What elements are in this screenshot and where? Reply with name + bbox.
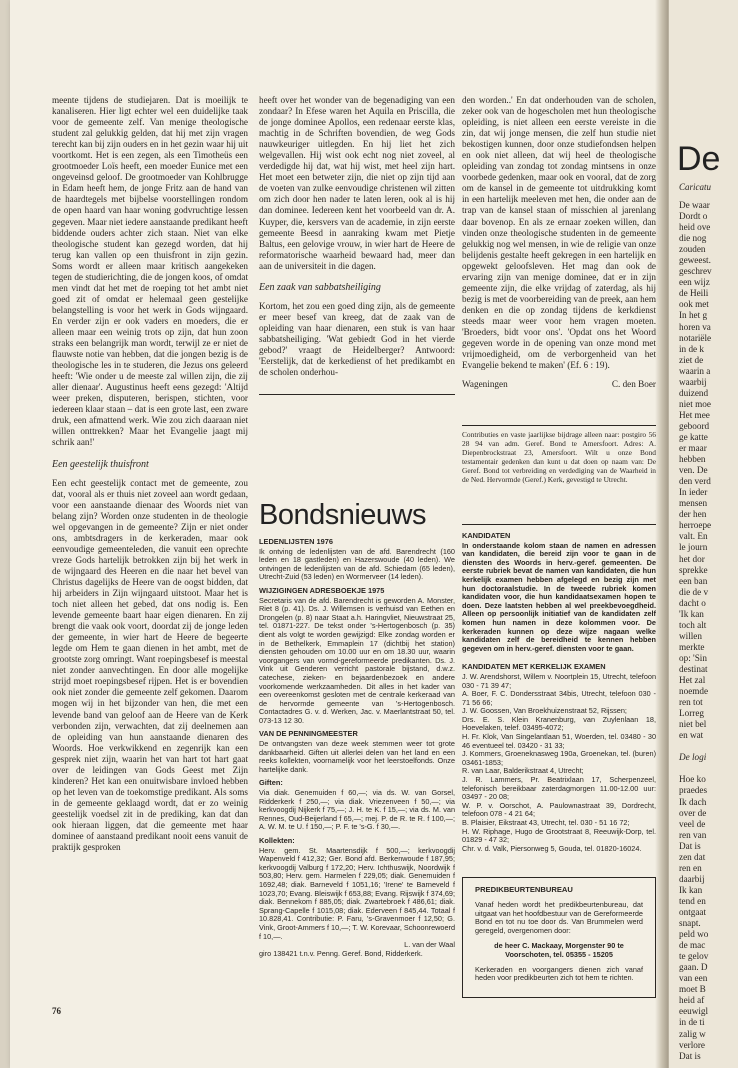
next-page-line: In ieder: [679, 487, 708, 498]
next-page-line: notariële: [679, 332, 712, 343]
next-page-line: er maar: [679, 443, 707, 454]
next-page-line: en wat: [679, 730, 704, 741]
page-gutter: [655, 0, 669, 1068]
column-2: [259, 95, 455, 385]
next-page-line: ook met: [679, 299, 709, 310]
next-page-line: zalig w: [679, 1028, 706, 1039]
section-text: Secretaris van de afd. Barendrecht is geworden A. Monster, Riet 8 (p. 41). Ds. J. Willemsen is verhuisd van Eethen en Drongelen (p. 8) naar Staat a.h. Haringvliet, Nieuwstraat 25, tel. 01871-227. De tekst onder 's-Hertogenbosch (p. 35) dient als volgt te worden gewijzigd: Elke zondag worden er in de Bethelkerk, Emmaplein 17 (dichtbij het station) diensten gehouden om 10.00 uur en om 18.30 uur, waarin voorgangers van vormd-gereformeerde predikanten. Ds. J. Vink uit Genderen verricht pastorale bijstand, d.w.z. catechese, zieken- en bejaardenbezoek en andere voorkomende werkzaamheden. Dit alles in het kader van een overeenkomst gesloten met de centrale kerkeraad van de hervormde gemeente van 's-Hertogenbosch. Contactadres G. v. d. Werken, Jac. v. Maerlantstraat 50, tel. 073-13 12 30.: [259, 595, 455, 725]
section-heading: VAN DE PENNINGMEESTER: [259, 729, 358, 739]
next-page-line: willen: [679, 630, 702, 641]
bondsnieuws-title: Bondsnieuws: [259, 499, 426, 531]
next-page-line: snapt.: [679, 918, 701, 929]
next-page-line: waarin a: [679, 365, 711, 376]
column-3: [462, 95, 656, 420]
list-item: B. Plaisier, Eikstraat 43, Utrecht, tel. 030 - 51 16 72;: [462, 818, 630, 827]
next-page-line: den verd: [679, 476, 711, 487]
section-text: Herv. gem. St. Maartensdijk f 500,—; kerkvoogdij Wapenveld f 412,32; Ger. Bond afd. Berkenwoude f 187,95; kerkvoogdij Valburg f 172,20; Herv. Ichthuswijk, Noordwijk f 503,80; Herv. gem. Harmelen f 229,05; diak. Genemuiden f 1692,48; diak. Barneveld f 1051,16; 'Irene' te Barneveld f 1023,70; Evang. Bleiswijk f 653,88; Evang. Rijswijk f 374,69; diak. Bennekom f 885,05; diak. Zwartebroek f 486,61; diak. Sprang-Capelle f 1015,08; diak. Ederveen f 845,44. Totaal f 10.828,41. Contributie: P. Faru, 's-Gravenmoer f 12,50; G. Vink, Groot-Ammers f 10,—; T. W. Korevaar, Schoonrewoerd f 10,—.: [259, 845, 455, 941]
section-heading: LEDENLIJSTEN 1976: [259, 537, 333, 546]
next-page-line: ziet de: [679, 354, 704, 365]
next-page-line: Het zal: [679, 675, 706, 686]
signature: L. van der Waal: [404, 940, 455, 950]
next-page-line: toch alt: [679, 619, 707, 630]
next-page-line: herroepe: [679, 520, 712, 531]
column3-rule-bottom: [462, 524, 656, 525]
next-page-line: 'Ik kan: [679, 608, 704, 619]
list-item: H. W. Riphage, Hugo de Grootstraat 8, Reeuwijk-Dorp, tel. 01829 - 47 32;: [462, 826, 656, 845]
next-page-line: zen dat: [679, 851, 706, 862]
next-page-line: horen va: [679, 321, 711, 332]
next-page-line: dacht o: [679, 597, 706, 608]
column3-paragraph1: den worden..' En dat onderhouden van de scholen, zeker ook van de hogescholen met hun theologische opleiding, is niet alleen een eerste vereiste in die zin, dat wij jonge mensen, die zelf hun studie niet bekostigen kunnen, door onze studiefondsen helpen en ook niet alleen, dat wij heel de theologische opleiding van zondag tot zondag mintsens in onze voorbede gedenken, maar ook en vooral, dat de zorg om de kansel in de gemeente tot uitdrukking komt in een hartelijk meeleven met hen, die onder aan de trap van de kansel staan of misschien al jarenlang daar bovenop. En als ze ernaar zoeken willen, dan vinden onze theologische studenten in de gemeente gelukkig nog wel mensen, in wie de religie van onze belijdenis gestalte heeft gekregen in een hartelijk en opgewekt geloofsleven. Het mag dan ook de ervaring zijn van menige dominee, dat er in zijn gemeente zijn, die elke vrijdag of zaterdag, als hij bezig is met de voorbereiding van de preek, aan hem denken en die op zondag tijdens de kerkdienst steeds maar weer voor hem vragen moeten. 'Broeders, bidt voor ons'. 'Opdat ons het Woord gegeven worde in de opening van onze mond met vrijmoedigheid, om de verborgenheid van het Evangelie bekend te maken' (Ef. 6 : 19).: [462, 95, 656, 371]
column2-paragraph2: Kortom, het zou een goed ding zijn, als de gemeente er meer besef van kreeg, dat de zaak van de opleiding van haar dienaren, een stuk is van haar sabbatsheiliging. 'Wat gebiedt God in het vierde gebod?' vraagt de Heidelberger? Antwoord: 'Eerstelijk, dat de kerkedienst of het predikambt en de scholen onderhou-: [259, 300, 455, 378]
next-page-line: op: 'Sin: [679, 652, 707, 663]
next-page-line: van een: [679, 973, 708, 984]
column3-place: Wageningen: [462, 379, 508, 390]
column3-rule-top: [462, 425, 656, 426]
predikbeurtenbureau-heading: PREDIKBEURTENBUREAU: [475, 885, 573, 894]
signature-line: giro 138421 t.n.v. Penng. Geref. Bond, Ridderkerk.: [259, 948, 423, 958]
next-page-line: Het mee: [679, 409, 710, 420]
kandidaten-section: [462, 532, 656, 853]
contribution-notice: Contributies en vaste jaarlijkse bijdrage alleen naar: postgiro 56 28 94 van adm. Geref. Bond te Amersfoort. Adres: A. Diepenbrockstraat 23, Amersfoort. Wilt u onze Bond testamentair gedenken dan kunt u dat doen op naam van: De Geref. Bond tot verbreiding en verdediging van de Waarheid in de Ned. Hervormde (Geref.) Kerk, gevestigd te Utrecht.: [462, 430, 656, 484]
section-text: Ik ontving de ledenlijsten van de afd. Barendrecht (160 leden en 18 gastleden) en Hazerswoude (40 leden). We ontvingen de ledenlijsten van de afd. Schiedam (65 leden), Utrecht-Zuid (53 leden) en Wormerveer (14 leden).: [259, 546, 455, 582]
next-page-line: de mac: [679, 940, 706, 951]
next-page-line: Hoe ko: [679, 774, 706, 785]
next-page-line: niet bel: [679, 719, 707, 730]
bondsnieuws-body: [259, 533, 455, 1033]
next-page-line: noemde: [679, 686, 709, 697]
next-page-line: duizend: [679, 387, 709, 398]
next-page-line: zouden: [679, 244, 706, 255]
list-item: Drs. E. S. Klein Kranenburg, van Zuylenlaan 18, Hoevelaken, telef. 03495-4072;: [462, 714, 656, 733]
predikbeurtenbureau-box: [462, 877, 656, 998]
next-page-line: peld wo: [679, 929, 709, 940]
next-page-line: tend en: [679, 895, 706, 906]
list-item: J. Kommers, Groeneknasweg 190a, Groenekan, tel. (buren) 03461-1853;: [462, 749, 656, 767]
next-page-line: de Heili: [679, 288, 709, 299]
list-item: J. W. Arendshorst, Willem v. Noortplein 15, Utrecht, telefoon 030 - 71 39 47;: [462, 671, 656, 690]
section-text: De ontvangsten van deze week stemmen weer tot grote dankbaarheid. Giften uit allerlei delen van het land en een reeks kollekten, voornamelijk voor het leerstoelfonds. Onze hartelijke dank.: [259, 739, 455, 774]
next-page-line: sprekke: [679, 564, 708, 575]
next-page-line: Dat is: [679, 840, 701, 851]
column1-heading: Een geestelijk thuisfront: [52, 458, 149, 470]
next-page-line: [679, 763, 738, 774]
next-page-line: merkte: [679, 641, 705, 652]
next-page-line: geboord: [679, 420, 710, 431]
list-item: W. P. v. Oorschot, A. Paulownastraat 39, Dordrecht, telefoon 078 - 4 21 64;: [462, 800, 656, 819]
next-page-line: mensen: [679, 498, 708, 509]
next-page-line: niet moe: [679, 398, 711, 409]
next-page-line: ren en: [679, 862, 702, 873]
next-page-line: te gelov: [679, 951, 709, 962]
next-page-line: ge katte: [679, 431, 708, 442]
next-page-line: ven. De: [679, 465, 708, 476]
next-page-line: Ik dach: [679, 796, 707, 807]
next-page-line: ren van: [679, 829, 707, 840]
next-page-line: in de k: [679, 343, 705, 354]
next-page-line: over de: [679, 807, 707, 818]
next-page-line: destinat: [679, 663, 708, 674]
section-heading: Giften:: [259, 778, 283, 788]
column1-paragraph2: Een echt geestelijk contact met de gemeente, zou dat, vooral als er thuis niet zoveel aan wordt gedaan, voor een aanstaande dienaar des Woords niet van belang zijn? Worden onze studenten in de theologie wel opgevangen in de gemeente? Zijn er niet onder ons, ambtsdragers in de kerkeraden, maar ook eenvoudige gemeenteleden, die vanuit een oprechte vreze Gods hartelijk betrokken zijn bij het werk in de wijngaard des Heeren en die naar het bevel van Christus dagelijks de Heere van de oogst bidden, dat hij arbeiders in Zijn wijngaard uitstoot. Maar het is toch niet alleen het gebed, dat ons nodig is. Een levende gemeente baart haar eigen dienaren. En zij brengt die vaak ook voort, doordat zij de jonge leden der gemeente, in wier hart de Heere de begeerte legde om Hem te gaan dienen in het ambt, met de grootste zorg omringt. Want roepingsbesef is meestal niet zonder aanvechtingen. En door alle mogelijke strijd moet roepingsbesef rijpen. Het is er bovendien ook niet zonder die gemeente zelf gekomen. Daarom mogen wij in het bijzonder van hen, die met een levende band van geloof aan de Heere van de Kerk verbonden zijn, verwachten, dat zij deelnemen aan de opleiding van hun aanstaande dienaren des Woords. Hoe verkwikkend en zegenrijk kan een gesprek niet zijn, waarin het van hart tot hart gaat over de leidingen van Gods Geest met Zijn kinderen? Het kan een onuitwisbare invloed hebben op het leven van de toekomstige predikant. Als soms in de gemeente geklaagd wordt, dat er zo weinig geestelijk voedsel zit in de prediking, kan dat dan ook hieraan liggen, dat die gemeente met haar dominee of aanstaand predikant nooit eens vanuit de praktijk gesproken: [52, 477, 248, 853]
column2-heading: Een zaak van sabbatsheiliging: [259, 281, 381, 293]
next-page-line: praedes: [679, 785, 708, 796]
next-page-line: heid ove: [679, 222, 711, 233]
list-item: J. W. Goossen, Van Broekhuizenstraat 52, Rijssen;: [462, 706, 627, 716]
next-page-line: le journ: [679, 542, 708, 553]
next-page-line: een ban: [679, 575, 708, 586]
kandidaten-list: [462, 673, 656, 853]
next-page-line: Ik kan: [679, 884, 703, 895]
next-page-line: die de v: [679, 586, 709, 597]
next-page-line: De waar: [679, 200, 710, 210]
next-page-line: Dordt o: [679, 211, 708, 222]
list-item: A. Boer, F. C. Dondersstraat 34bis, Utrecht, telefoon 030 - 71 56 66;: [462, 689, 656, 707]
list-item: Chr. v. d. Valk, Piersonweg 5, Gouda, tel. 01820-16024.: [462, 843, 642, 853]
predikbeurtenbureau-text2: Kerkeraden en voorgangers dienen zich vanaf heden voor predikbeurten zich tot hem te richten.: [475, 964, 643, 983]
section-heading: WIJZIGINGEN ADRESBOEKJE 1975: [259, 585, 385, 595]
predikbeurtenbureau-address: de heer C. Mackaay, Morgenster 90 te Voorschoten, tel. 05355 - 15205: [494, 940, 624, 959]
next-page-line: gaan. D: [679, 962, 708, 973]
next-page-title: De: [677, 140, 721, 178]
next-page: [668, 0, 738, 1068]
kandidaten-subheading: KANDIDATEN MET KERKELIJK EXAMEN: [462, 662, 606, 672]
list-item: R. van Laar, Balderikstraat 4, Utrecht;: [462, 766, 584, 776]
next-page-line: valt. En: [679, 531, 708, 542]
next-page-line: Lorreg: [679, 708, 704, 719]
next-page-line: waarbij: [679, 376, 707, 387]
column3-author: C. den Boer: [611, 379, 656, 390]
column3-byline: [462, 379, 656, 390]
next-page-line: geweest.: [679, 255, 711, 266]
next-page-line: ontgaat: [679, 907, 707, 917]
column2-rule: [259, 394, 455, 395]
next-page-line: daarbij: [679, 873, 705, 884]
next-page-line: In het g: [679, 310, 708, 321]
next-page-line: een wijz: [679, 277, 710, 288]
next-page-line: ren tot: [679, 697, 703, 708]
next-page-line: veel de: [679, 818, 706, 829]
next-page-line: De logi: [679, 752, 707, 763]
next-page-line: verlore: [679, 1039, 706, 1050]
column-1: [52, 95, 248, 1005]
next-page-line: die nog: [679, 233, 707, 244]
section-text: Via diak. Genemuiden f 60,—; via ds. W. van Gorsel, Ridderkerk f 250,—; via diak. Vriezenveen f 50,—; via kerkvoogdij Nijkerk f 75,—; J. H. te K. f 15,—; via ds. M. van Rennes, Oud-Beijerland f 65,—; mej. P. de R. te R. f 100,—; A. W. M. te U. f 150,—; P. F. te 's-G. f 30,—.: [259, 788, 455, 832]
next-page-subtitle: Caricatu: [679, 182, 712, 192]
predikbeurtenbureau-text1: Vanaf heden wordt het predikbeurtenbureau, dat uitgaat van het hoofdbestuur van de Gereformeerde Bond en tot nu toe door ds. Van Brummelen werd geregeld, overgenomen door:: [475, 899, 643, 936]
next-page-line: hebben: [679, 454, 706, 465]
column2-paragraph1: heeft over het wonder van de begenadiging van een zondaar? In Efese waren het Aquila en Priscilla, die de jonge dominee Apollos, een redenaar eerste klas, machtig in de Schriften bovendien, de weg Gods nauwkeuriger uitlegden. En hij liet het zich welgevallen. Hij wist ook echt nog niet zoveel, al verdedigde hij dat, wat hij wist, met heel zijn hart. Het moet een betweter zijn, die niet op zijn tijd aan de voeten van zulke eenvoudige christenen wil zitten om zich door hen nader te laten leren, ook al is hij dan dominee. Iedereen kent het voorbeeld van dr. A. Kuyper, die, kersvers van de academie, in zijn eerste gemeente Beesd in aanraking kwam met Pietje Baltus, een gelovige vrouw, in wier hart de Heere de reformatorische waarheid bewaard had, meer dan aan de universiteit in die dagen.: [259, 95, 455, 271]
next-page-line: heid af: [679, 995, 705, 1006]
next-page-line: der hen: [679, 509, 707, 520]
kandidaten-heading: KANDIDATEN: [462, 531, 511, 540]
list-item: J. R. Lammers, Pr. Beatrixlaan 17, Scherpenzeel, telefonisch bereikbaar zaterdagmorgen 11.00-12.00 uur: 03497 - 20 08;: [462, 775, 656, 802]
column1-paragraph1: meente tijdens de studiejaren. Dat is moeilijk te kanaliseren. Hier ligt echter wel een duidelijke taak voor de gemeente zelf. Van menige theologische student zal gelukkig gelden, dat hij met zijn vragen terecht kan bij zijn ouders en in het gezin waar hij uit voortkomt. Het is een zegen, als een Timotheüs een grootmoeder Loïs heeft, een moeder Eunice met een ongeveinsd geloof. De grootmoeder van Kohlbrugge in Edam heeft hem, de jonge Fritz aan de hand van de haardtegels met bijbelse voorstellingen rondom de open haard van haar woning godvruchtige lessen gegeven. Maar niet iedere aanstaande predikant heeft biddende ouders achter zich staan. Niet van elke theologische student kan gezegd worden, dat hij terug kan vallen op een thuisfront in zijn gezin. Soms wordt er alleen maar kritisch aangekeken tegen de studierichting, die de jongen koos, of omdat men vindt dat het met de roeping tot het ambt niet goed zit of omdat er helemaal geen gestelijke belangstelling is voor het werk in Gods wijngaard. En verder zijn er ook vaders en moeders, die er alleen maar een weinig trots op zijn, dat hun zoon straks een belangrijk man wordt, terwijl ze er niet de flauwste notie van hebben, dat die jongen bezig is de theologische les in te studeren, die Jezus ons geleerd heeft: 'Wie onder u de meeste zal willen zijn, die zij aller dienaar'. Augustinus heeft eens gezegd: 'Altijd weer preken, disputeren, berispen, stichten, voor iedereen klaar staan – dat is een grote last, een zware druk, een afmattend werk. Wie zou zich daaraan niet willen onttrekken? Maar het Evangelie jaagt mij schrik aan!': [52, 95, 248, 448]
page-number: 76: [52, 1006, 61, 1016]
next-page-line: [679, 741, 738, 752]
next-page-line: moet B: [679, 984, 706, 995]
next-page-line: in de ti: [679, 1017, 705, 1028]
next-page-line: het dor: [679, 553, 705, 564]
kandidaten-intro: In onderstaande kolom staan de namen en adressen van kandidaten, die bereid zijn voor te gaan in de diensten des Woords in herv.-geref. gemeenten. De eerste rubriek bevat de namen van kandidaten, die hun kerkelijk examen hebben afgelegd en bezig zijn met hun doctoraalstudie. In de tweede rubriek komen kandidaten voor, die hun kandidaatsexamen hopen te doen. Deze laatsten hebben al wel preekbevoegdheid. Alleen op persoonlijk initiatief van de kandidaten zelf komen hun namen in deze kolommen voor. De kerkeraden kunnen op deze wijze nagaan welke kandidaten zelf de bereidheid te kennen hebben gegeven om in herv.-geref. diensten voor te gaan.: [462, 540, 656, 653]
next-page-line: eeuwigl: [679, 1006, 709, 1017]
next-page-line: geschrev: [679, 266, 712, 277]
next-page-text: [679, 200, 738, 1062]
section-heading: Kollekten:: [259, 836, 295, 845]
list-item: H. Fr. Klok, Van Singelantlaan 51, Woerden, tel. 03480 - 30 46 eventueel tel. 03420 - 31 33;: [462, 732, 656, 750]
next-page-line: Dat is: [679, 1050, 701, 1061]
